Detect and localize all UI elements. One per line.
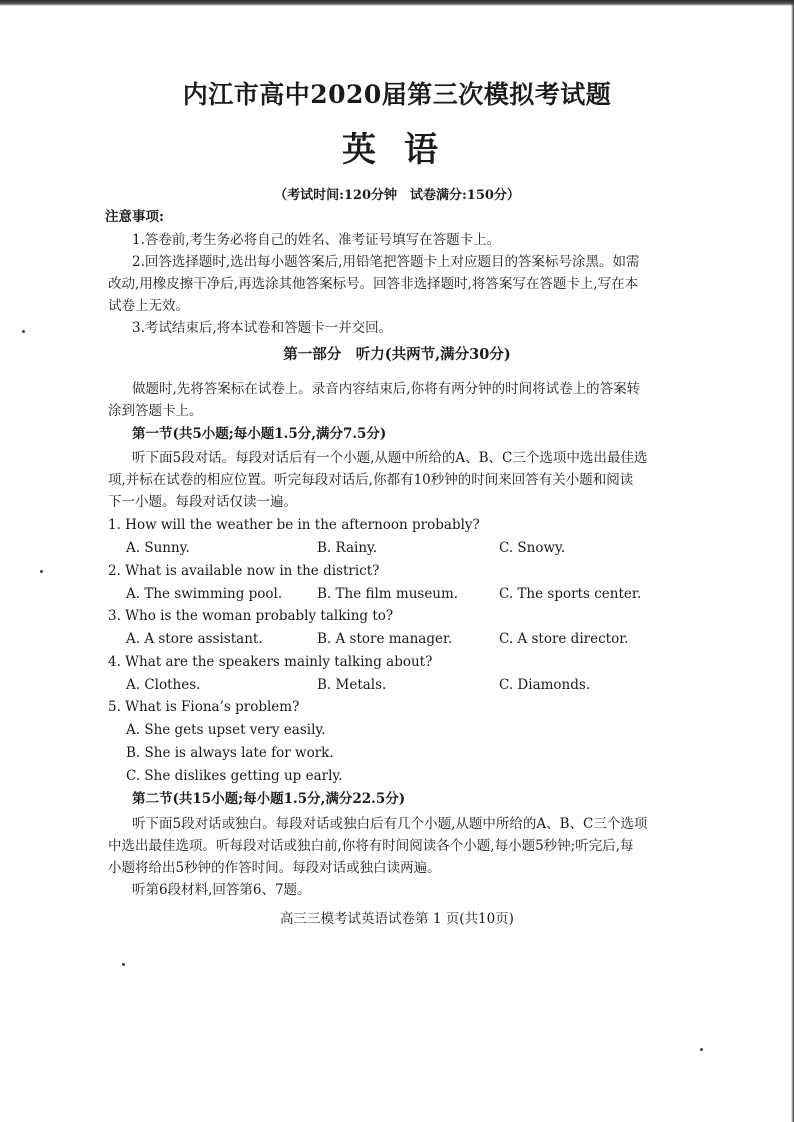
subject-title: 英语: [342, 130, 466, 170]
option-c: C. Diamonds.: [499, 677, 591, 693]
exam-info: （考试时间:120分钟 试卷满分:150分）: [274, 188, 520, 203]
section2-intro-line: 小题将给出5秒钟的作答时间。每段对话或独白读两遍。: [108, 860, 441, 876]
section1-intro-line: 听下面5段对话。每段对话后有一个小题,从题中所给的A、B、C三个选项中选出最佳选: [132, 450, 648, 466]
notice-heading: 注意事项:: [105, 209, 164, 225]
option-c: C. She dislikes getting up early.: [126, 768, 343, 784]
option-c: C. A store director.: [499, 631, 629, 647]
scan-speck: [22, 330, 25, 333]
option-c: C. Snowy.: [499, 540, 566, 556]
question-stem: 4. What are the speakers mainly talking about?: [108, 654, 433, 670]
notice-line: 1.答卷前,考生务必将自己的姓名、准考证号填写在答题卡上。: [132, 232, 501, 248]
notice-line: 3.考试结束后,将本试卷和答题卡一并交回。: [132, 320, 393, 336]
section2-intro-line: 听下面5段对话或独白。每段对话或独白后有几个小题,从题中所给的A、B、C三个选项: [132, 816, 648, 832]
page-footer: 高三三模考试英语试卷第 1 页(共10页): [280, 911, 514, 927]
question-stem: 3. Who is the woman probably talking to?: [108, 608, 394, 624]
option-b: B. Rainy.: [317, 540, 378, 556]
scan-edge-top: [0, 0, 794, 6]
notice-line: 2.回答选择题时,选出每小题答案后,用铅笔把答题卡上对应题目的答案标号涂黑。如需: [132, 254, 640, 270]
part1-title: 第一部分 听力(共两节,满分30分): [283, 346, 511, 363]
option-b: B. Metals.: [317, 677, 387, 693]
part1-intro-line: 涂到答题卡上。: [108, 403, 203, 419]
notice-line: 改动,用橡皮擦干净后,再选涂其他答案标号。回答非选择题时,将答案写在答题卡上,写在本: [108, 276, 639, 292]
scan-speck: [40, 570, 43, 573]
part1-intro-line: 做题时,先将答案标在试卷上。录音内容结束后,你将有两分钟的时间将试卷上的答案转: [132, 381, 641, 397]
question-stem: 2. What is available now in the district?: [108, 563, 380, 579]
scan-speck: [122, 963, 125, 966]
option-a: A. The swimming pool.: [126, 586, 283, 602]
option-a: A. She gets upset very easily.: [126, 722, 326, 738]
option-b: B. She is always late for work.: [126, 745, 334, 761]
option-b: B. The film museum.: [317, 586, 459, 602]
option-a: A. Sunny.: [126, 540, 190, 556]
option-b: B. A store manager.: [317, 631, 453, 647]
option-c: C. The sports center.: [499, 586, 642, 602]
section2-instruction: 听第6段材料,回答第6、7题。: [132, 882, 311, 898]
question-stem: 1. How will the weather be in the afternoon probably?: [108, 517, 480, 533]
section1-intro-line: 项,并标在试卷的相应位置。听完每段对话后,你都有10秒钟的时间来回答有关小题和阅读: [108, 472, 634, 488]
option-a: A. Clothes.: [126, 677, 201, 693]
section1-intro-line: 下一小题。每段对话仅读一遍。: [108, 494, 297, 510]
section2-intro-line: 中选出最佳选项。听每段对话或独白前,你将有时间阅读各个小题,每小题5秒钟;听完后,每: [108, 838, 634, 854]
option-a: A. A store assistant.: [126, 631, 263, 647]
question-stem: 5. What is Fiona’s problem?: [108, 699, 300, 715]
section2-title: 第二节(共15小题;每小题1.5分,满分22.5分): [132, 791, 406, 807]
exam-title: 内江市高中2020届第三次模拟考试题: [182, 80, 612, 109]
scan-speck: [700, 1048, 703, 1051]
notice-line: 试卷上无效。: [108, 298, 189, 314]
section1-title: 第一节(共5小题;每小题1.5分,满分7.5分): [132, 426, 387, 442]
